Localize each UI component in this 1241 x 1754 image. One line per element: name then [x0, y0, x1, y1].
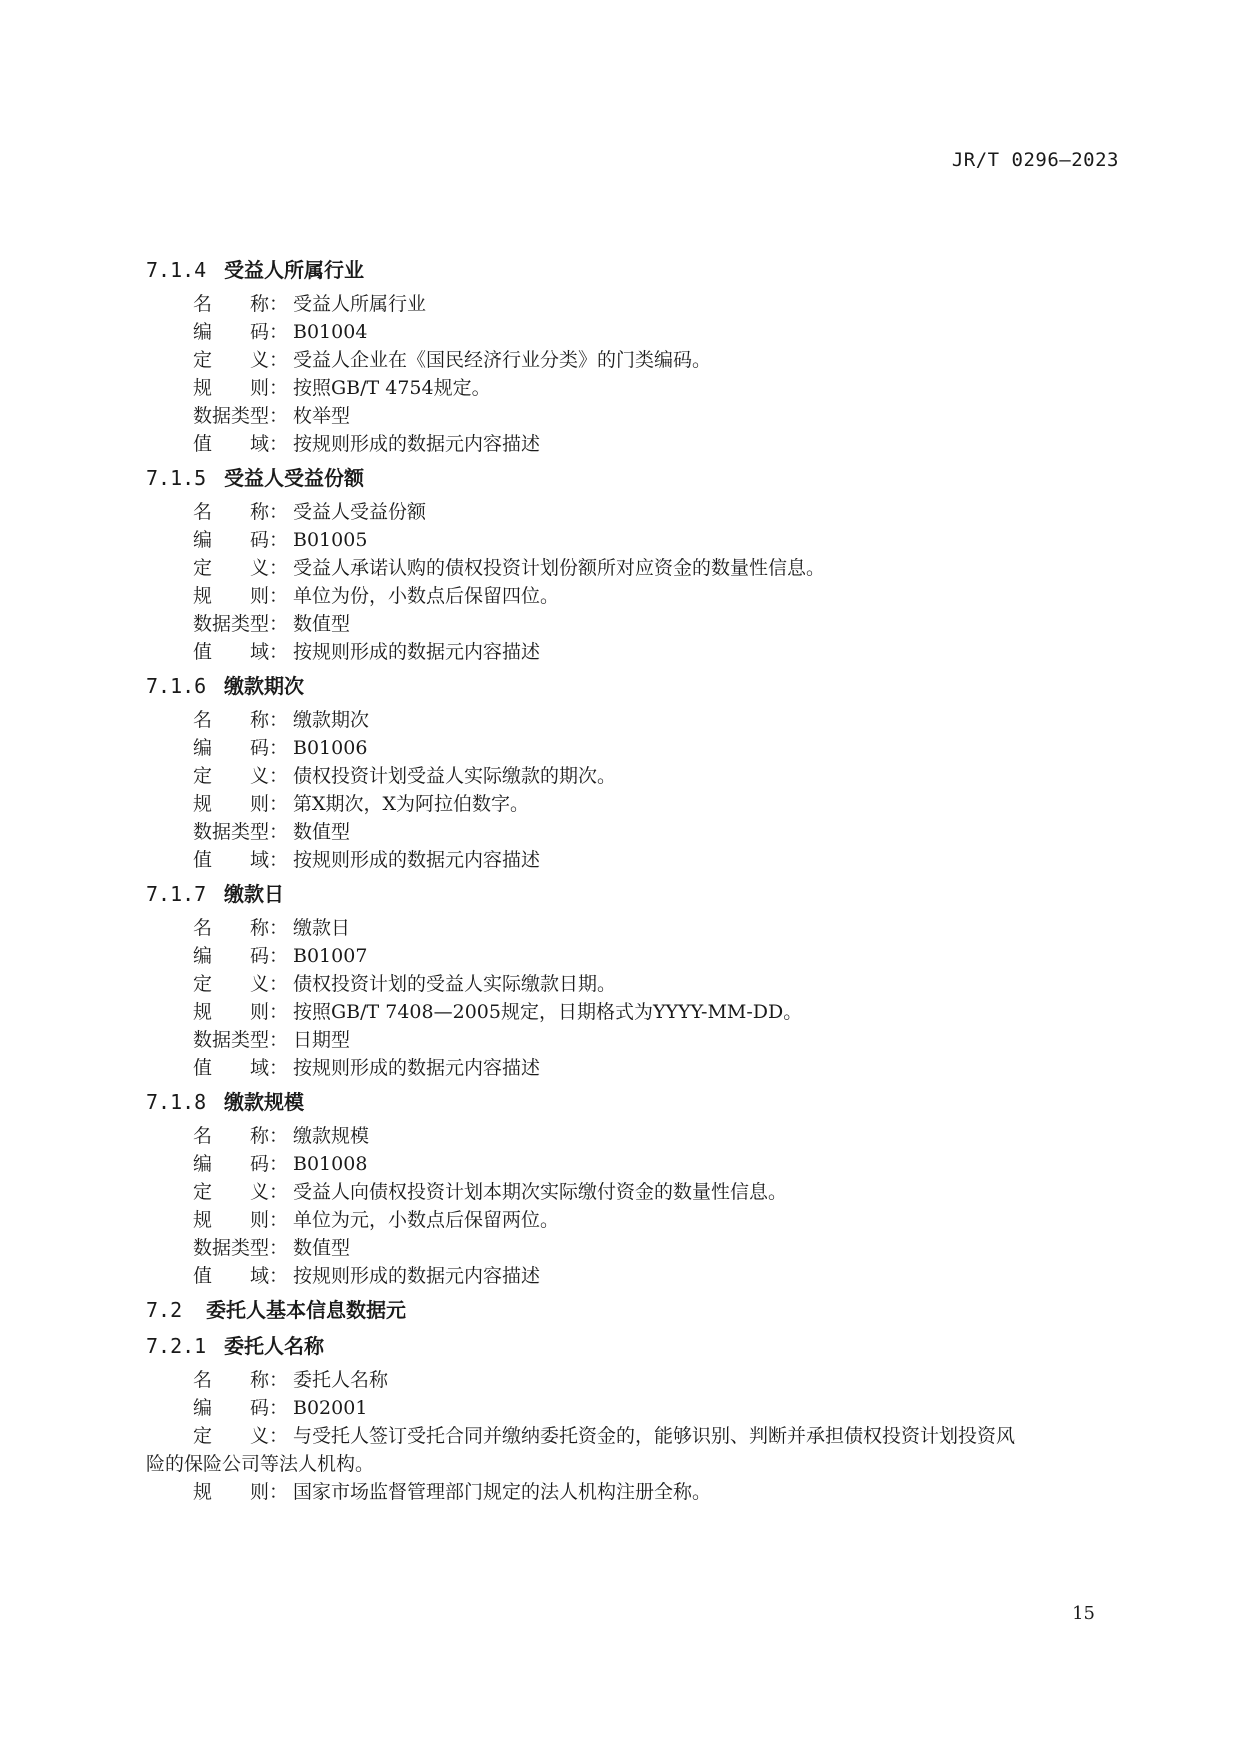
field-name	[146, 498, 1120, 526]
field-value: 数值型	[293, 821, 351, 843]
field-value: 数值型	[293, 1237, 351, 1259]
field-value: 按规则形成的数据元内容描述	[293, 641, 541, 663]
field-value: B01008	[293, 1153, 368, 1175]
section-7-1-8	[146, 1086, 1120, 1290]
field-value: 按规则形成的数据元内容描述	[293, 1265, 541, 1287]
section-title: 受益人所属行业	[224, 258, 364, 282]
field-name	[146, 1122, 1120, 1150]
field-value: 缴款规模	[293, 1125, 370, 1147]
section-heading	[146, 878, 1120, 910]
field-definition	[146, 1178, 1120, 1206]
field-rule	[146, 790, 1120, 818]
field-value: 按照GB/T 7408—2005规定，日期格式为YYYY-MM-DD。	[293, 1001, 803, 1023]
field-value-domain	[146, 430, 1120, 458]
section-number: 7.1.8	[146, 1090, 207, 1114]
field-label: 名 称：	[193, 709, 289, 731]
field-value: B01005	[293, 529, 368, 551]
field-code	[146, 318, 1120, 346]
field-value: 委托人名称	[293, 1369, 389, 1391]
section-title: 缴款期次	[224, 674, 304, 698]
field-definition	[146, 762, 1120, 790]
field-label: 编 码：	[193, 321, 289, 343]
field-label: 名 称：	[193, 1369, 289, 1391]
field-label: 数据类型：	[193, 613, 289, 635]
field-value-domain	[146, 638, 1120, 666]
field-label: 名 称：	[193, 917, 289, 939]
field-label: 数据类型：	[193, 405, 289, 427]
field-code	[146, 1394, 1120, 1422]
field-label: 数据类型：	[193, 1029, 289, 1051]
field-value-line2: 险的保险公司等法人机构。	[146, 1453, 375, 1475]
field-definition-continuation	[146, 1450, 1120, 1478]
field-definition	[146, 554, 1120, 582]
field-rule	[146, 1478, 1120, 1506]
field-code	[146, 942, 1120, 970]
section-title: 缴款规模	[224, 1090, 304, 1114]
field-value: 缴款日	[293, 917, 351, 939]
field-value: B01006	[293, 737, 368, 759]
field-label: 定 义：	[193, 1181, 289, 1203]
section-number: 7.2.1	[146, 1334, 207, 1358]
field-rule	[146, 582, 1120, 610]
section-heading	[146, 1086, 1120, 1118]
field-label: 编 码：	[193, 737, 289, 759]
field-value: 枚举型	[293, 405, 351, 427]
field-value: 按照GB/T 4754规定。	[293, 377, 491, 399]
page-number: 15	[1072, 1603, 1095, 1624]
field-value: 受益人所属行业	[293, 293, 427, 315]
section-title: 受益人受益份额	[224, 466, 364, 490]
field-value: 受益人企业在《国民经济行业分类》的门类编码。	[293, 349, 712, 371]
field-definition	[146, 970, 1120, 998]
field-label: 值 域：	[193, 849, 289, 871]
field-code	[146, 1150, 1120, 1178]
field-label: 编 码：	[193, 529, 289, 551]
field-value: 第X期次，X为阿拉伯数字。	[293, 793, 530, 815]
field-value: 单位为份，小数点后保留四位。	[293, 585, 560, 607]
field-label: 编 码：	[193, 945, 289, 967]
field-label: 名 称：	[193, 1125, 289, 1147]
field-value: 数值型	[293, 613, 351, 635]
field-value: B02001	[293, 1397, 368, 1419]
field-label: 值 域：	[193, 433, 289, 455]
field-label: 规 则：	[193, 585, 289, 607]
field-value: 债权投资计划的受益人实际缴款日期。	[293, 973, 617, 995]
standard-code: JR/T 0296—2023	[951, 149, 1119, 171]
field-data-type	[146, 1234, 1120, 1262]
field-data-type	[146, 818, 1120, 846]
field-label: 定 义：	[193, 349, 289, 371]
field-label: 定 义：	[193, 1425, 289, 1447]
field-value: 受益人向债权投资计划本期次实际缴付资金的数量性信息。	[293, 1181, 788, 1203]
field-value: B01004	[293, 321, 368, 343]
field-label: 规 则：	[193, 1209, 289, 1231]
field-data-type	[146, 1026, 1120, 1054]
document-body	[146, 250, 1120, 1506]
field-value: 国家市场监督管理部门规定的法人机构注册全称。	[293, 1481, 712, 1503]
field-rule	[146, 1206, 1120, 1234]
field-name	[146, 1366, 1120, 1394]
field-value: 债权投资计划受益人实际缴款的期次。	[293, 765, 617, 787]
section-7-1-6	[146, 670, 1120, 874]
field-label: 名 称：	[193, 293, 289, 315]
field-value-domain	[146, 1054, 1120, 1082]
field-label: 规 则：	[193, 1481, 289, 1503]
field-value-domain	[146, 846, 1120, 874]
field-definition	[146, 346, 1120, 374]
field-value-line1: 与受托人签订受托合同并缴纳委托资金的，能够识别、判断并承担债权投资计划投资风	[293, 1425, 1016, 1447]
field-label: 定 义：	[193, 973, 289, 995]
field-value: 按规则形成的数据元内容描述	[293, 433, 541, 455]
field-data-type	[146, 610, 1120, 638]
section-7-2-1	[146, 1330, 1120, 1506]
section-title: 委托人名称	[224, 1334, 324, 1358]
field-label: 规 则：	[193, 1001, 289, 1023]
field-label: 名 称：	[193, 501, 289, 523]
field-label: 编 码：	[193, 1397, 289, 1419]
section-number: 7.1.7	[146, 882, 207, 906]
field-label: 规 则：	[193, 377, 289, 399]
field-rule	[146, 374, 1120, 402]
field-value: B01007	[293, 945, 368, 967]
field-code	[146, 734, 1120, 762]
field-label: 编 码：	[193, 1153, 289, 1175]
field-value-domain	[146, 1262, 1120, 1290]
field-name	[146, 706, 1120, 734]
field-label: 值 域：	[193, 1265, 289, 1287]
section-number: 7.1.6	[146, 674, 207, 698]
field-code	[146, 526, 1120, 554]
section-heading	[146, 254, 1120, 286]
section-number: 7.2	[146, 1298, 183, 1322]
field-label: 值 域：	[193, 1057, 289, 1079]
section-title: 委托人基本信息数据元	[206, 1298, 406, 1322]
section-title: 缴款日	[224, 882, 284, 906]
field-value: 受益人受益份额	[293, 501, 427, 523]
field-value: 缴款期次	[293, 709, 370, 731]
section-7-1-7	[146, 878, 1120, 1082]
field-value: 日期型	[293, 1029, 351, 1051]
field-label: 定 义：	[193, 557, 289, 579]
field-label: 定 义：	[193, 765, 289, 787]
field-definition	[146, 1422, 1120, 1450]
field-label: 数据类型：	[193, 821, 289, 843]
field-value: 按规则形成的数据元内容描述	[293, 849, 541, 871]
section-7-1-4	[146, 254, 1120, 458]
section-heading	[146, 670, 1120, 702]
field-name	[146, 914, 1120, 942]
field-value: 按规则形成的数据元内容描述	[293, 1057, 541, 1079]
field-value: 单位为元，小数点后保留两位。	[293, 1209, 560, 1231]
field-rule	[146, 998, 1120, 1026]
section-number: 7.1.5	[146, 466, 207, 490]
field-value: 受益人承诺认购的债权投资计划份额所对应资金的数量性信息。	[293, 557, 826, 579]
field-name	[146, 290, 1120, 318]
section-number: 7.1.4	[146, 258, 207, 282]
field-label: 值 域：	[193, 641, 289, 663]
field-data-type	[146, 402, 1120, 430]
field-label: 数据类型：	[193, 1237, 289, 1259]
section-7-1-5	[146, 462, 1120, 666]
section-heading	[146, 462, 1120, 494]
section-heading	[146, 1330, 1120, 1362]
section-heading-7-2	[146, 1294, 1120, 1326]
field-label: 规 则：	[193, 793, 289, 815]
